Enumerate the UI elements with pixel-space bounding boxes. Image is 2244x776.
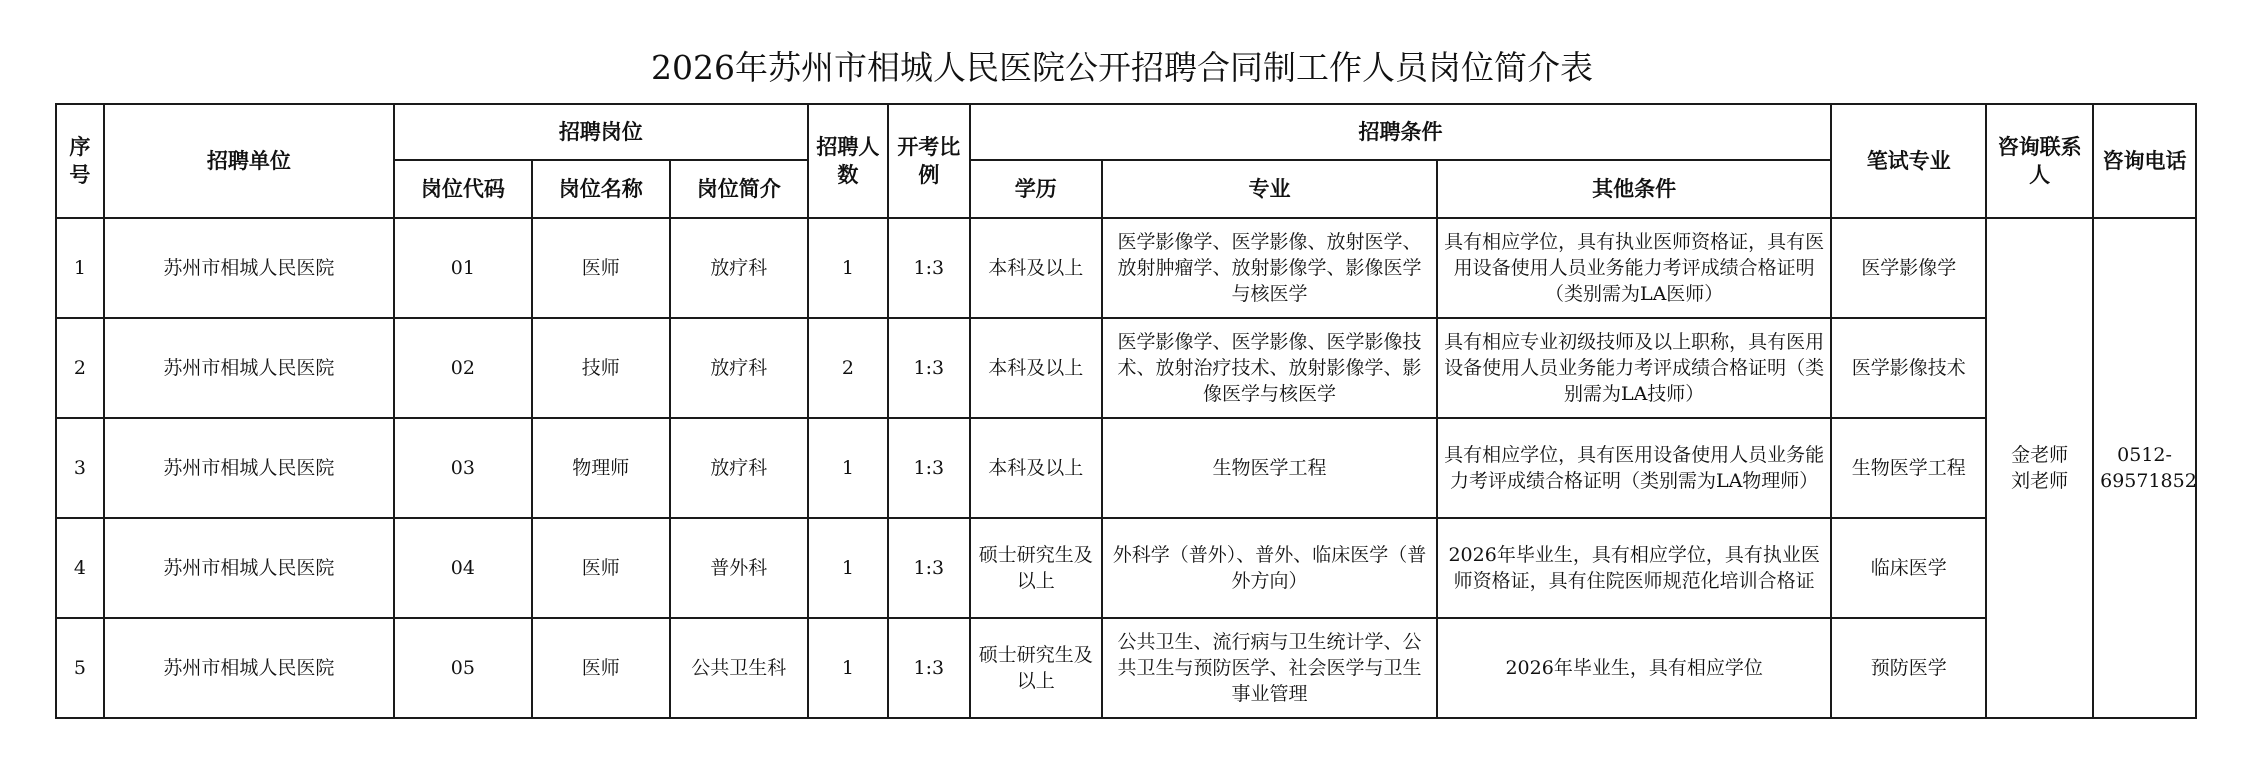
table-row [56,518,2196,618]
header-row-1 [56,104,2196,160]
cell-brief: 公共卫生科 [670,618,808,718]
cell-exam: 医学影像技术 [1831,318,1986,418]
cell-exam: 生物医学工程 [1831,418,1986,518]
cell-other: 2026年毕业生，具有相应学位，具有执业医师资格证，具有住院医师规范化培训合格证 [1437,518,1831,618]
cell-other: 具有相应学位，具有执业医师资格证，具有医用设备使用人员业务能力考评成绩合格证明（类别需为LA医师） [1437,218,1831,318]
header-conditions-group: 招聘条件 [970,104,1832,160]
cell-name: 医师 [532,518,670,618]
cell-unit: 苏州市相城人民医院 [104,518,394,618]
cell-brief: 放疗科 [670,318,808,418]
cell-code: 02 [394,318,532,418]
cell-unit: 苏州市相城人民医院 [104,618,394,718]
cell-count: 1 [808,518,888,618]
cell-exam: 医学影像学 [1831,218,1986,318]
table-row [56,218,2196,318]
header-other: 其他条件 [1437,160,1831,218]
cell-phone: 0512-69571852 [2093,218,2196,718]
table-row [56,318,2196,418]
cell-exam: 预防医学 [1831,618,1986,718]
header-position-brief: 岗位简介 [670,160,808,218]
header-major: 专业 [1102,160,1437,218]
cell-ratio: 1:3 [888,618,970,718]
cell-education: 硕士研究生及以上 [970,518,1102,618]
header-position-code: 岗位代码 [394,160,532,218]
cell-brief: 普外科 [670,518,808,618]
cell-other: 具有相应学位，具有医用设备使用人员业务能力考评成绩合格证明（类别需为LA物理师） [1437,418,1831,518]
cell-contact [1986,218,2093,718]
cell-seq: 3 [56,418,104,518]
position-table [55,103,2197,719]
cell-name: 技师 [532,318,670,418]
cell-seq: 5 [56,618,104,718]
cell-education: 本科及以上 [970,418,1102,518]
cell-count: 1 [808,218,888,318]
cell-major: 医学影像学、医学影像、放射医学、放射肿瘤学、放射影像学、影像医学与核医学 [1102,218,1437,318]
cell-ratio: 1:3 [888,218,970,318]
cell-brief: 放疗科 [670,418,808,518]
header-unit: 招聘单位 [104,104,394,218]
page-title: 2026年苏州市相城人民医院公开招聘合同制工作人员岗位简介表 [651,48,1593,87]
header-contact: 咨询联系人 [1986,104,2093,218]
contact-name: 金老师 [2011,444,2069,466]
cell-brief: 放疗科 [670,218,808,318]
cell-education: 硕士研究生及以上 [970,618,1102,718]
cell-count: 1 [808,418,888,518]
cell-major: 生物医学工程 [1102,418,1437,518]
header-position-group: 招聘岗位 [394,104,808,160]
header-ratio: 开考比例 [888,104,970,218]
contact-name: 刘老师 [2011,470,2069,492]
cell-name: 医师 [532,218,670,318]
cell-code: 01 [394,218,532,318]
cell-ratio: 1:3 [888,518,970,618]
cell-exam: 临床医学 [1831,518,1986,618]
cell-ratio: 1:3 [888,418,970,518]
cell-seq: 2 [56,318,104,418]
cell-name: 医师 [532,618,670,718]
header-exam-major: 笔试专业 [1831,104,1986,218]
cell-code: 05 [394,618,532,718]
cell-count: 2 [808,318,888,418]
cell-major: 外科学（普外）、普外、临床医学（普外方向） [1102,518,1437,618]
table-row [56,618,2196,718]
cell-ratio: 1:3 [888,318,970,418]
header-phone: 咨询电话 [2093,104,2196,218]
cell-education: 本科及以上 [970,318,1102,418]
header-headcount: 招聘人数 [808,104,888,218]
cell-major: 医学影像学、医学影像、医学影像技术、放射治疗技术、放射影像学、影像医学与核医学 [1102,318,1437,418]
cell-name: 物理师 [532,418,670,518]
cell-other: 2026年毕业生，具有相应学位 [1437,618,1831,718]
header-position-name: 岗位名称 [532,160,670,218]
cell-unit: 苏州市相城人民医院 [104,418,394,518]
cell-major: 公共卫生、流行病与卫生统计学、公共卫生与预防医学、社会医学与卫生事业管理 [1102,618,1437,718]
cell-seq: 4 [56,518,104,618]
cell-seq: 1 [56,218,104,318]
cell-education: 本科及以上 [970,218,1102,318]
cell-unit: 苏州市相城人民医院 [104,318,394,418]
header-education: 学历 [970,160,1102,218]
cell-code: 04 [394,518,532,618]
header-seq: 序号 [56,104,104,218]
cell-count: 1 [808,618,888,718]
cell-other: 具有相应专业初级技师及以上职称，具有医用设备使用人员业务能力考评成绩合格证明（类别需为LA技师） [1437,318,1831,418]
table-row [56,418,2196,518]
cell-code: 03 [394,418,532,518]
cell-unit: 苏州市相城人民医院 [104,218,394,318]
